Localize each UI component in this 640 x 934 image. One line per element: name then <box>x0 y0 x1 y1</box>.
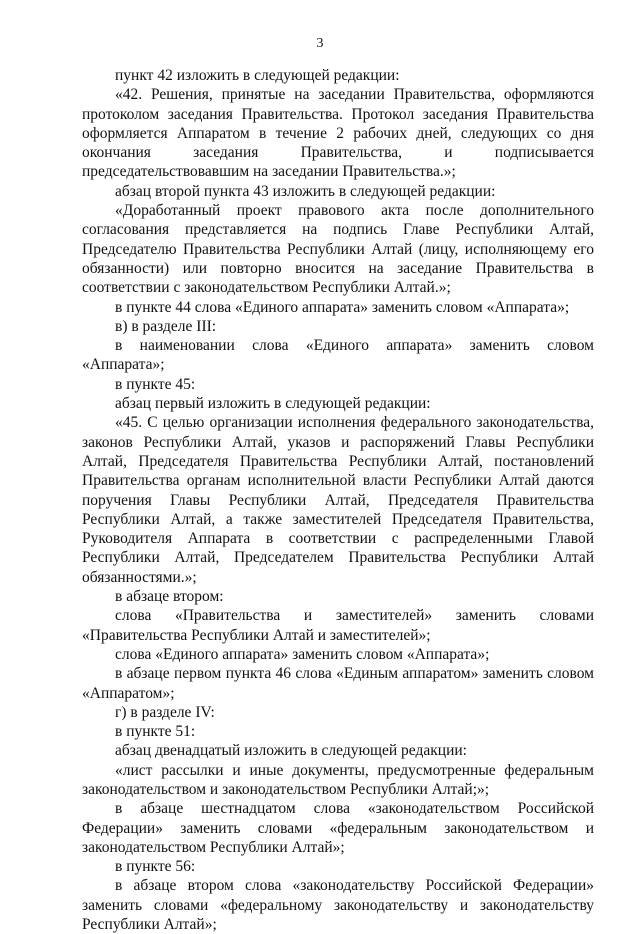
paragraph: пункт 42 изложить в следующей редакции: <box>115 67 400 84</box>
paragraph: в наименовании слова «Единого аппарата» заменить словом «Аппарата»; <box>82 337 594 374</box>
paragraph: «Доработанный проект правового акта после дополнительного согласования представляется на подпись Главе Республики Алтай, Председателю Правительства Республики Алтай (лицу, исполняющему его обязанности) или повторно вносится на заседание Правительства в соответствии с законодательством Республики Алтай.»; <box>82 202 594 297</box>
paragraph: абзац второй пункта 43 изложить в следующей редакции: <box>115 182 496 200</box>
paragraph: «45. С целью организации исполнения федерального законодательства, законов Республики Алтай, указов и распоряжений Главы Республики Алтай, Председателя Правительства Республики Алтай, постановлений Правительства органам исполнительной власти Республики Алтай даются поручения Главы Республики Алтай, Председателя Правительства Республики Алтай, а также заместителей Председателя Правительства, Руководителя Аппарата в соответствии с распределенными Главой Республики Алтай, Председателем Правительства Республики Алтай обязанностями.»; <box>82 414 594 586</box>
paragraph: «лист рассылки и иные документы, предусмотренные федеральным законодательством и законодательством Республики Алтай;»; <box>82 761 594 798</box>
paragraph: «42. Решения, принятые на заседании Правительства, оформляются протоколом заседания Правительства. Протокол заседания Правительства оформляется Аппаратом в течение 2 рабочих дней, следующих со дня окончания заседания Правительства, и подписывается председательствовавшим на заседании Правительства.»; <box>82 86 594 181</box>
paragraph: слова «Правительства и заместителей» заменить словами «Правительства Республики Алтай и заместителей»; <box>82 607 594 644</box>
paragraph: в пункте 51: <box>115 723 196 741</box>
paragraph: в) в разделе III: <box>115 317 217 335</box>
document-body <box>82 66 594 934</box>
paragraph: г) в разделе IV: <box>115 703 215 721</box>
paragraph: в абзаце втором слова «законодательству Российской Федерации» заменить словами «федеральному законодательству и законодательству Республики Алтай»; <box>82 877 594 934</box>
paragraph: в пункте 45: <box>115 375 196 393</box>
paragraph: в абзаце шестнадцатом слова «законодательством Российской Федерации» заменить словами «федеральным законодательством и законодательством Республики Алтай»; <box>82 800 594 856</box>
paragraph: абзац двенадцатый изложить в следующей редакции: <box>115 742 467 760</box>
paragraph: в абзаце втором: <box>115 588 224 606</box>
paragraph: в абзаце первом пункта 46 слова «Единым аппаратом» заменить словом «Аппаратом»; <box>82 665 594 702</box>
paragraph: в пункте 56: <box>115 858 196 876</box>
paragraph: абзац первый изложить в следующей редакции: <box>115 395 431 413</box>
paragraph: в пункте 44 слова «Единого аппарата» заменить словом «Аппарата»; <box>115 298 570 316</box>
page-number: 3 <box>316 36 324 51</box>
paragraph: слова «Единого аппарата» заменить словом «Аппарата»; <box>115 645 490 663</box>
